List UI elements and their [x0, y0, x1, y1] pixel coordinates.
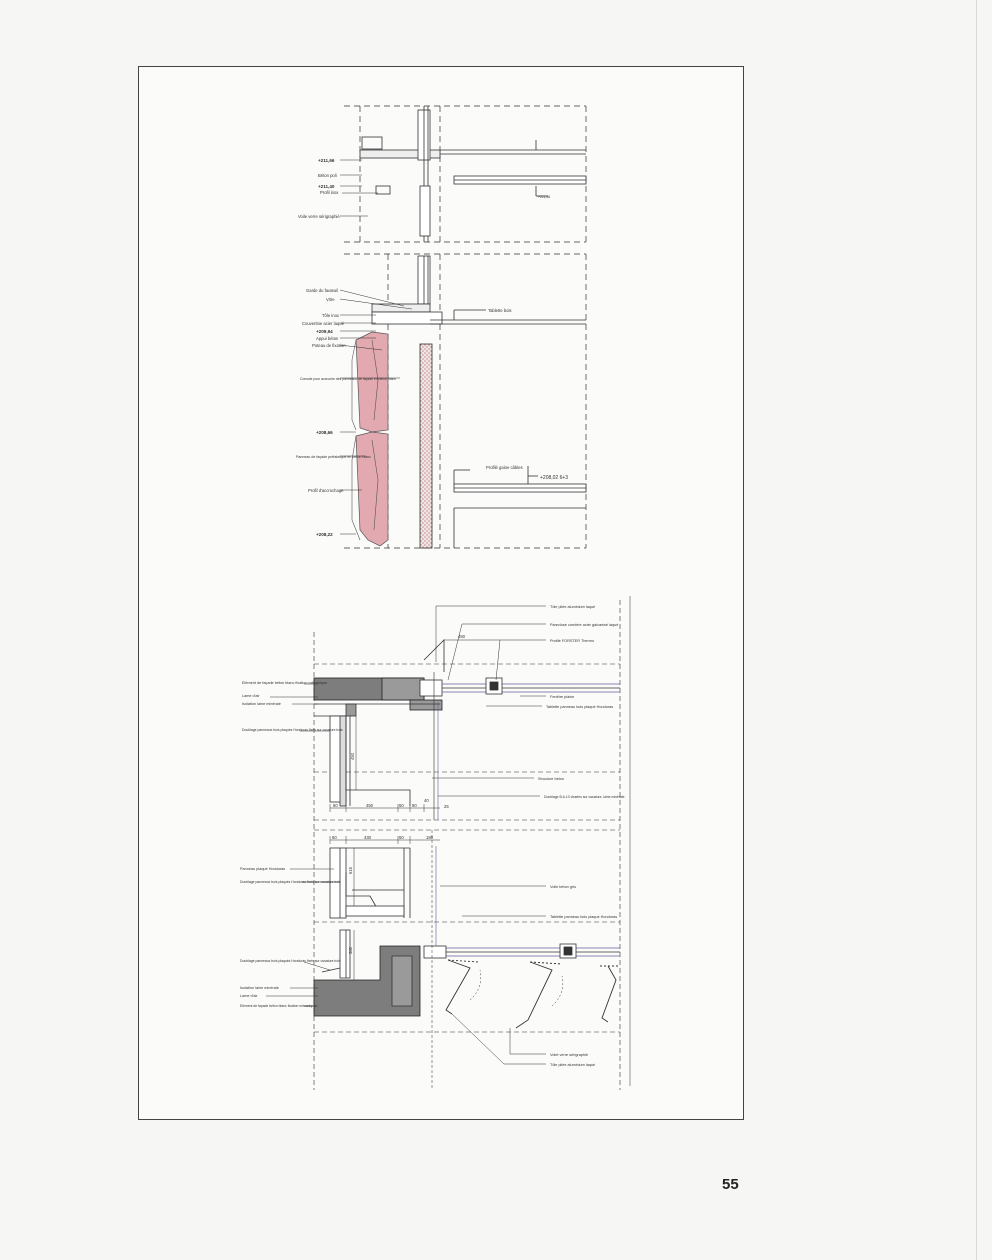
dim-d5: 90 — [412, 803, 417, 808]
dim-d7: 25 — [444, 804, 449, 809]
level-l2: +211,40 — [318, 184, 335, 189]
plan-label-right-e: Tablette panneau bois plaqué Honduras — [546, 705, 614, 709]
label-tablette-bois: Tablette bois — [488, 308, 512, 313]
label-tole-inox: Tôle inox — [322, 313, 339, 318]
dim-d11: 180 — [426, 835, 433, 840]
plan-label-left-d: Doublage panneaux bois plaqués Honduras fixés sur ossature bois — [242, 728, 343, 732]
plan-label-right-g: Doublage B.A.13 vissées sur ossature, laine minérale — [544, 795, 625, 799]
level-l7: +208,02 6+3 — [540, 475, 569, 481]
upper-facade-element — [314, 678, 442, 806]
dim-d2: 60 — [333, 803, 338, 808]
plan-leaders-right — [432, 606, 546, 1064]
dim-d13: 380 — [348, 947, 353, 954]
label-profil-inox: Profil inox — [320, 190, 339, 195]
dim-d4: 50 — [399, 803, 404, 808]
label-profil-accrochage: Profil d'accrochage — [308, 488, 344, 493]
level-l3: +209,94 — [316, 329, 333, 334]
plan-label-right-h: Voile béton gris — [550, 885, 576, 889]
plan-label-right-f: Structure béton — [538, 777, 564, 781]
level-l4: +208,66 — [316, 430, 333, 435]
upper-dimensions — [330, 640, 500, 812]
plan-label-right-i: Tablette panneau bois plaqué Honduras — [550, 915, 618, 919]
lower-wall — [330, 848, 410, 918]
label-l6: +211,66 — [538, 195, 551, 199]
dim-d1: 450 — [458, 634, 465, 639]
plan-label-left-g: Doublage panneaux bois plaqués Honduras fixés sur ossature bois — [240, 959, 341, 963]
plan-label-left-f: Doublage panneaux bois plaqués Honduras fixés sur ossature bois — [240, 880, 341, 884]
dim-d10: 50 — [399, 835, 404, 840]
plan-label-left-e: Panneau plaqué Honduras — [240, 867, 286, 871]
sill-coping — [372, 304, 586, 324]
label-appui-beton: Appui béton — [316, 336, 339, 341]
label-console: Console pour accroche des panneaux de façade en béton blanc — [300, 377, 397, 381]
plan-label-left-b: Lame d'air — [242, 694, 260, 698]
plan-label-right-a: Tôle pliée aluminium laqué — [550, 605, 596, 609]
dim-d8: 60 — [332, 835, 337, 840]
plan-label-right-c: Profilé FORSTER Thermo — [550, 639, 595, 643]
label-poteau: Poteau de fixation — [312, 343, 346, 348]
label-couvertine: Couvertine acier laqué — [302, 321, 344, 326]
plan-label-left-h: Isolation laine minérale — [240, 986, 279, 990]
label-voile-verre: Voile verre sérigraphié — [298, 214, 340, 219]
facade-panels — [356, 332, 388, 546]
plan-frames — [314, 600, 620, 1090]
dim-d14: 450 — [350, 753, 355, 760]
label-panneau-facade: Panneau de façade préfabriqué en béton blanc — [296, 455, 371, 459]
label-beton-poli: Béton poli — [318, 173, 337, 178]
label-profile-gaine: Profilé gaine câbles — [486, 465, 523, 470]
plan-label-left-a: Elément de façade béton blanc fixation mécanique — [242, 681, 328, 685]
section-upper-boundary — [344, 106, 586, 242]
upper-slab — [360, 106, 586, 242]
dim-d3: 450 — [366, 803, 373, 808]
dim-d12: 615 — [348, 867, 353, 874]
upper-glazing — [420, 640, 620, 820]
plan-leaders-left — [266, 684, 340, 1006]
page-number: 55 — [722, 1176, 739, 1193]
plan-label-left-j: Elément de façade béton blanc fixation mécanique — [240, 1004, 316, 1008]
lower-facade-element — [314, 930, 420, 1016]
label-vitre: Vitre — [326, 297, 335, 302]
plan-label-left-i: Lame d'air — [240, 994, 258, 998]
louvre-blades — [446, 960, 620, 1028]
level-l5: +208,22 — [316, 532, 333, 537]
plan-label-right-d: Fenêtre plaine — [550, 695, 575, 699]
dim-d9: 430 — [364, 835, 371, 840]
vertical-section — [340, 106, 586, 548]
plan-detail — [266, 596, 630, 1090]
plan-label-left-c: Isolation laine minérale — [242, 702, 281, 706]
label-garde: Garde du fauteuil — [306, 288, 339, 293]
insulated-wall — [420, 344, 432, 548]
plan-label-right-b: Pareclose cornière acier galvanisé laqué — [550, 623, 619, 627]
level-l1: +211,66 — [318, 158, 335, 163]
dim-d6: 40 — [424, 798, 429, 803]
plan-label-right-j: Volet verre sérigraphié — [550, 1053, 588, 1057]
plan-label-right-k: Tôle pliée aluminium laqué — [550, 1063, 596, 1067]
